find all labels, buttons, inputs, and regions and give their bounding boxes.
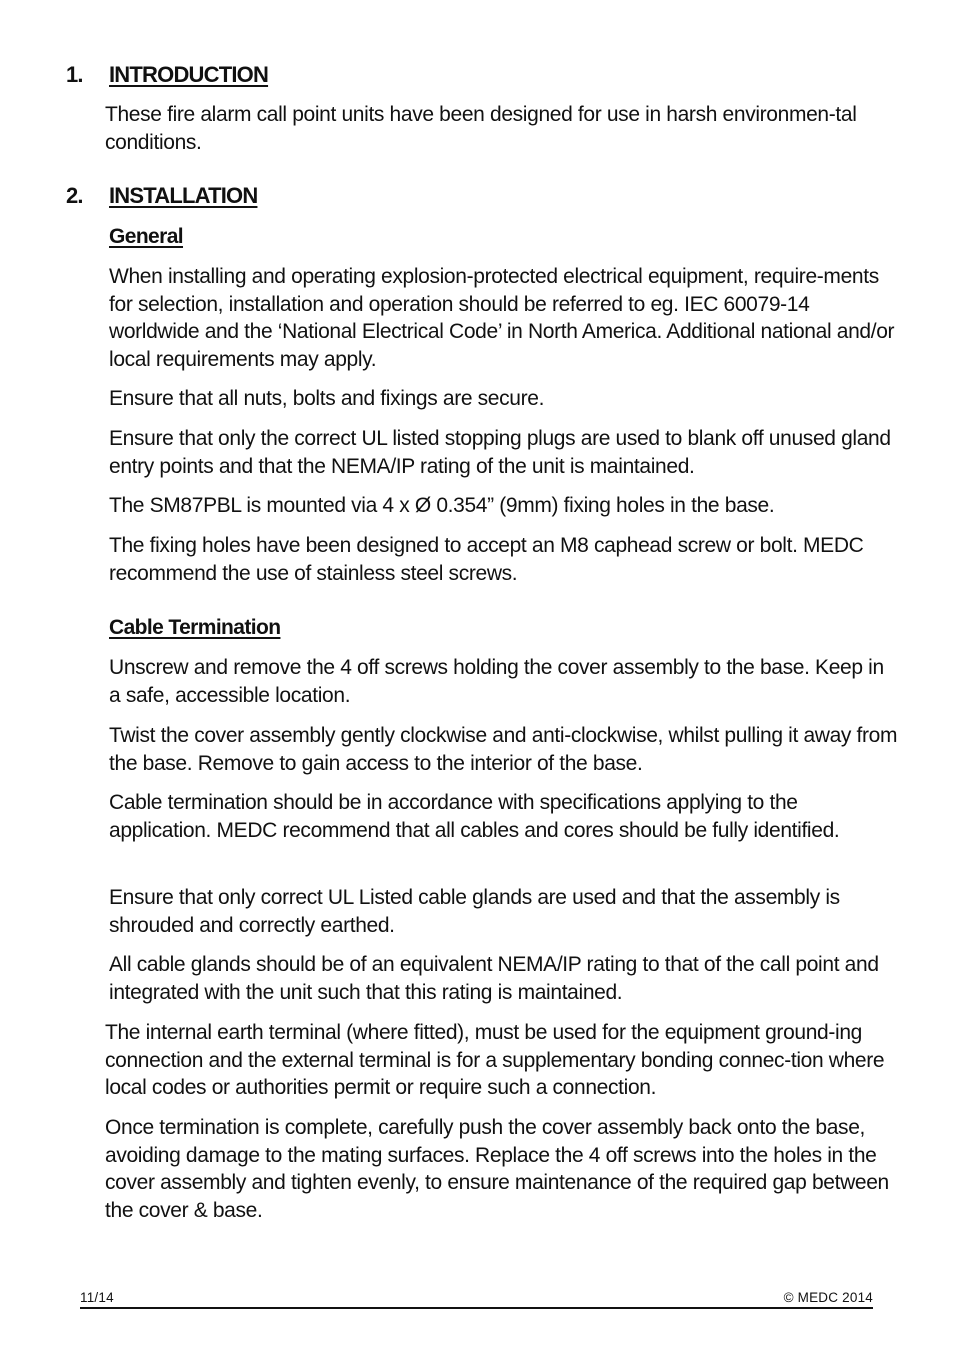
cable-paragraph-5: All cable glands should be of an equivalent NEMA/IP rating to that of the call point and integrated with the unit such that this rating is maintained. [109,953,879,1004]
intro-paragraph: These fire alarm call point units have been designed for use in harsh environmen-tal conditions. [105,103,857,154]
section-2-title: INSTALLATION [109,183,258,208]
footer-divider [80,1307,873,1309]
general-paragraph-4: The SM87PBL is mounted via 4 x Ø 0.354” (9mm) fixing holes in the base. [109,494,775,517]
section-1-title: INTRODUCTION [109,62,269,87]
cable-paragraph-4: Ensure that only correct UL Listed cable glands are used and that the assembly is shrouded and correctly earthed. [109,886,840,937]
cable-paragraph-2: Twist the cover assembly gently clockwise and anti-clockwise, whilst pulling it away from the base. Remove to gain access to the interior of the base. [109,724,898,775]
general-paragraph-3: Ensure that only the correct UL listed stopping plugs are used to blank off unused gland entry points and that the NEMA/IP rating of the unit is maintained. [109,427,891,478]
footer-page-number: 11/14 [80,1290,114,1305]
general-paragraph-5: The fixing holes have been designed to accept an M8 caphead screw or bolt. MEDC recommend the use of stainless steel screws. [109,534,864,585]
cable-termination-subheading: Cable Termination [109,616,281,639]
cable-paragraph-6: The internal earth terminal (where fitted), must be used for the equipment ground-ing connection and the external terminal is for a supplementary bonding connec-tion where local codes or authorities permit or require such a connection. [105,1021,885,1099]
cable-paragraph-7: Once termination is complete, carefully push the cover assembly back onto the base, avoiding damage to the mating surfaces. Replace the 4 off screws into the holes in the cover assembly and tighten evenly, to ensure maintenance of the required gap between the cover & base. [105,1116,889,1222]
general-paragraph-1: When installing and operating explosion-protected electrical equipment, require-ments for selection, installation and operation should be referred to eg. IEC 60079-14 worldwide and the ‘National Electrical Code’ in North America. Additional national and/or local requirements may apply. [109,265,895,371]
section-1-heading [66,62,268,88]
section-2-number: 2. [66,183,83,208]
cable-paragraph-1: Unscrew and remove the 4 off screws holding the cover assembly to the base. Keep in a safe, accessible location. [109,656,884,707]
section-2-heading [66,183,257,209]
section-1-number: 1. [66,62,83,87]
footer-copyright: © MEDC 2014 [783,1290,873,1305]
general-paragraph-2: Ensure that all nuts, bolts and fixings are secure. [109,387,545,410]
general-subheading: General [109,225,184,248]
cable-paragraph-3: Cable termination should be in accordance with specifications applying to the application. MEDC recommend that all cables and cores should be fully identified. [109,791,840,842]
